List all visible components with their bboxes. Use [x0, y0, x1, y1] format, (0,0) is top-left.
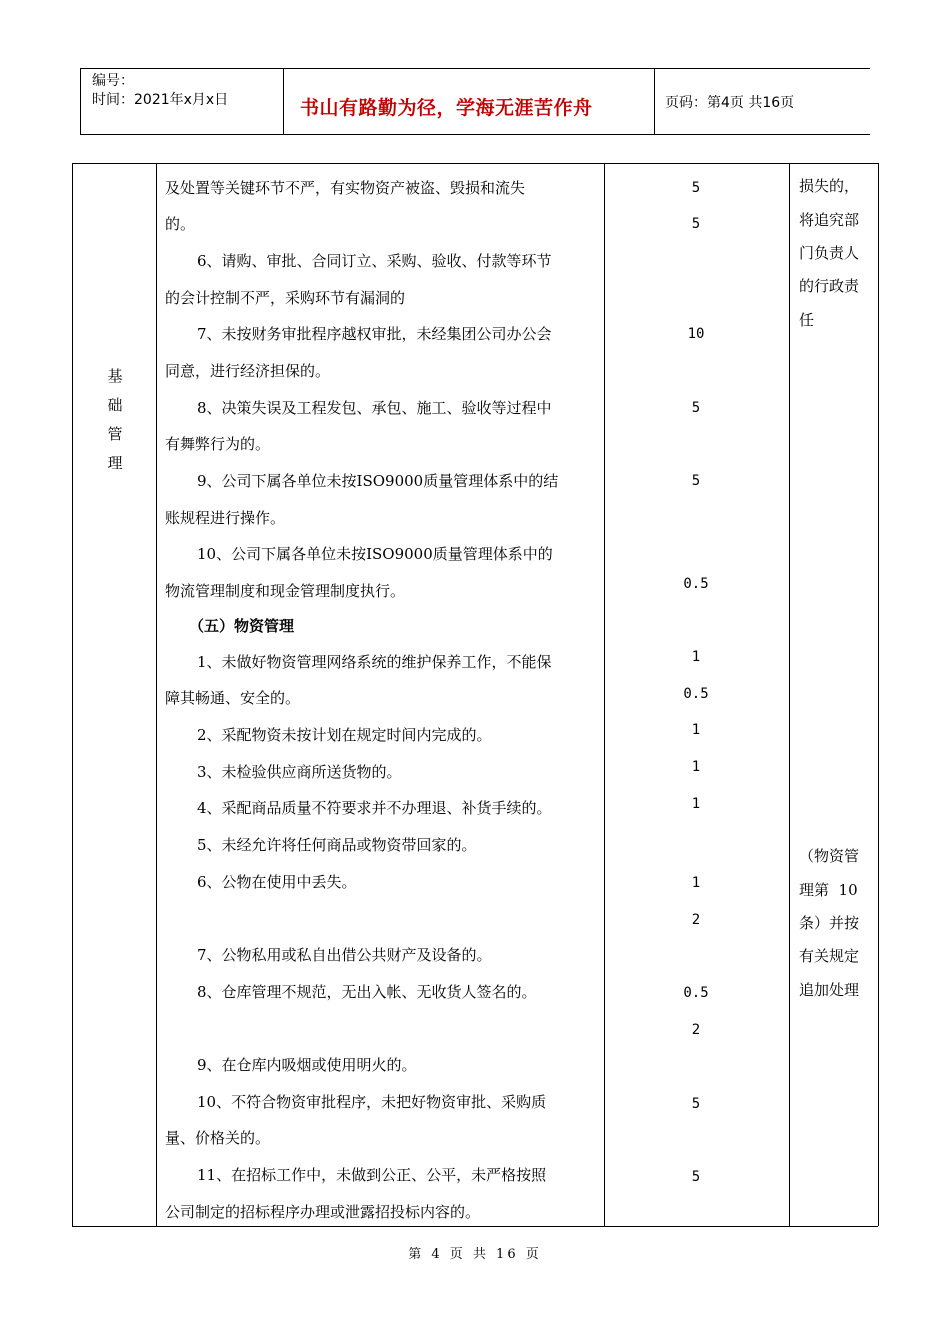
score-value: 5 — [691, 180, 701, 196]
note-line: 的行政责 — [799, 277, 860, 295]
content-line: 10、公司下属各单位未按ISO9000质量管理体系中的 — [197, 545, 553, 563]
doc-number-label: 编号： — [92, 73, 134, 89]
score-value: 5 — [691, 1169, 701, 1185]
note-line: 有关规定 — [799, 947, 860, 965]
content-line: 8、决策失误及工程发包、承包、施工、验收等过程中 — [197, 399, 552, 417]
content-line: 的会计控制不严，采购环节有漏洞的 — [165, 289, 406, 307]
page-footer: 第 4 页 共 16 页 — [408, 1247, 542, 1262]
header-bottom-rule — [80, 134, 870, 135]
content-line: 6、公物在使用中丢失。 — [197, 873, 357, 891]
content-line: 9、公司下属各单位未按ISO9000质量管理体系中的结 — [197, 472, 559, 490]
content-line: 11、在招标工作中，未做到公正、公平，未严格按照 — [197, 1166, 547, 1184]
table-col-divider-2 — [604, 163, 605, 1226]
table-col-divider-3 — [789, 163, 790, 1226]
table-left-border — [72, 163, 73, 1226]
category-char: 基 — [107, 367, 123, 385]
score-value: 0.5 — [683, 686, 709, 702]
content-line: 公司制定的招标程序办理或泄露招投标内容的。 — [165, 1203, 481, 1221]
table-right-border — [878, 163, 879, 1226]
note-line: 将追究部 — [799, 211, 860, 229]
content-line: 障其畅通、安全的。 — [165, 689, 301, 707]
content-line: 物流管理制度和现金管理制度执行。 — [165, 582, 406, 600]
content-line: 的。 — [165, 215, 196, 233]
content-line: 5、未经允许将任何商品或物资带回家的。 — [197, 836, 477, 854]
score-value: 1 — [691, 796, 701, 812]
note-line: 理第 10 — [799, 881, 858, 899]
score-value: 1 — [691, 649, 701, 665]
content-line: 7、公物私用或私自出借公共财产及设备的。 — [197, 946, 492, 964]
category-char: 管 — [107, 425, 123, 443]
doc-date-label: 时间：2021年x月x日 — [92, 92, 229, 108]
score-value: 0.5 — [683, 576, 709, 592]
score-value: 1 — [691, 722, 701, 738]
content-line: 8、仓库管理不规范，无出入帐、无收货人签名的。 — [197, 983, 537, 1001]
header-top-rule — [80, 68, 870, 69]
content-line: 10、不符合物资审批程序，未把好物资审批、采购质 — [197, 1093, 547, 1111]
content-line: 1、未做好物资管理网络系统的维护保养工作，不能保 — [197, 653, 552, 671]
content-line: 4、采配商品质量不符要求并不办理退、补货手续的。 — [197, 799, 552, 817]
table-top-border — [72, 163, 878, 164]
content-line: 账规程进行操作。 — [165, 509, 286, 527]
note-line: （物资管 — [799, 847, 860, 865]
score-value: 2 — [691, 1022, 701, 1038]
category-char: 础 — [107, 396, 123, 414]
table-col-divider-1 — [156, 163, 157, 1226]
score-value: 10 — [687, 326, 705, 342]
note-line: 条）并按 — [799, 914, 860, 932]
score-value: 5 — [691, 1096, 701, 1112]
content-line: 7、未按财务审批程序越权审批，未经集团公司办公会 — [197, 325, 552, 343]
score-value: 0.5 — [683, 985, 709, 1001]
content-line: 量、价格关的。 — [165, 1129, 271, 1147]
header-divider-2 — [654, 68, 655, 134]
note-line: 追加处理 — [799, 981, 860, 999]
content-line: 3、未检验供应商所送货物的。 — [197, 763, 402, 781]
note-line: 损失的， — [799, 177, 860, 195]
score-value: 5 — [691, 400, 701, 416]
table-bottom-border — [72, 1226, 878, 1227]
score-value: 2 — [691, 912, 701, 928]
category-char: 理 — [107, 454, 123, 472]
content-line: 9、在仓库内吸烟或使用明火的。 — [197, 1056, 417, 1074]
note-line: 门负责人 — [799, 244, 860, 262]
score-value: 5 — [691, 473, 701, 489]
header-left-border — [80, 68, 81, 134]
content-line: 有舞弊行为的。 — [165, 435, 271, 453]
score-value: 1 — [691, 875, 701, 891]
score-value: 5 — [691, 216, 701, 232]
header-divider-1 — [283, 68, 284, 134]
section-heading: （五）物资管理 — [189, 617, 295, 635]
page-counter-label: 页码：第4页 共16页 — [665, 95, 795, 111]
score-value: 1 — [691, 759, 701, 775]
content-line: 同意，进行经济担保的。 — [165, 362, 331, 380]
header-motto: 书山有路勤为径，学海无涯苦作舟 — [300, 97, 593, 119]
content-line: 及处置等关键环节不严，有实物资产被盗、毁损和流失 — [165, 179, 526, 197]
content-line: 6、请购、审批、合同订立、采购、验收、付款等环节 — [197, 252, 552, 270]
content-line: 2、采配物资未按计划在规定时间内完成的。 — [197, 726, 492, 744]
note-line: 任 — [799, 311, 815, 329]
